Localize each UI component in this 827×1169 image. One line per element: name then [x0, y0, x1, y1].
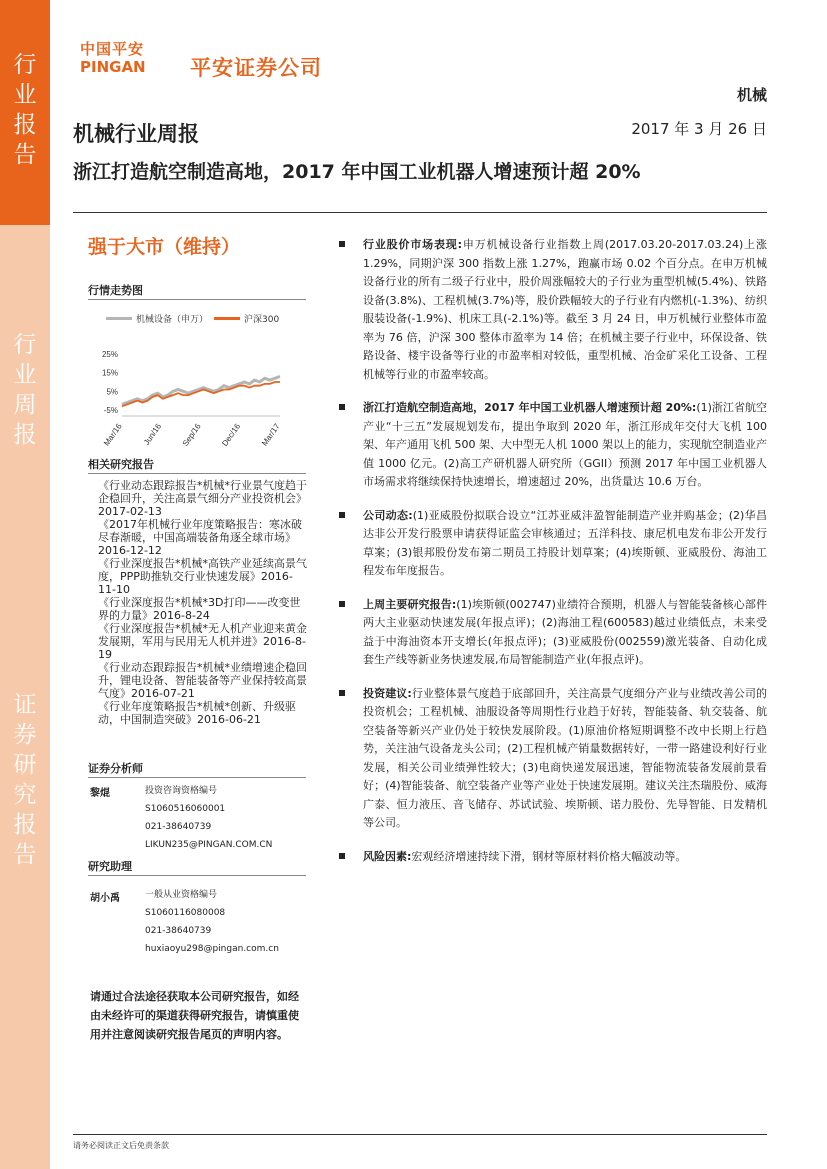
- paragraph-body: (1)亚威股份拟联合设立“江苏亚威沣盈智能制造产业并购基金；(2)华昌达非公开发行股票申请获得证监会审核通过；五洋科技、康尼机电发布非公开发行草案；(3)银邦股份发布第二期员工持股计划草案；(4)埃斯顿、亚威股份、海油工程发布年度报告。: [363, 508, 767, 577]
- trend-divider: [88, 299, 306, 300]
- y-tick-label: 15%: [101, 368, 118, 378]
- paragraph-body: 宏观经济增速持续下滑，钢材等原材料价格大幅波动等。: [411, 849, 687, 863]
- paragraph-body: 申万机械设备行业指数上周(2017.03.20-2017.03.24)上涨 1.29%，同期沪深 300 指数上涨 1.27%，跑赢市场 0.02 个百分点。在申万机械设备行业的所有二级子行业中，股价周涨幅较大的子行业为重型机械(5.4%)、铁路设备(3.8%)、工程机械(3.7%)等，股价跌幅较大的子行业有内燃机(-1.3%)、纺织服装设备(-1.9%)、机床工具(-2.1%)等。截至 3 月 24 日，申万机械行业整体市盈率为 76 倍，沪深 300 整体市盈率为 14 倍；在机械主要子行业中，环保设备、铁路设备、楼宇设备等行业的市盈率相对较低，重型机械、冶金矿采化工设备、工程机械等行业的市盈率较高。: [363, 238, 768, 381]
- legend-label-csi300: 沪深300: [244, 315, 280, 325]
- weekly-reports-paragraph: [335, 596, 767, 670]
- x-tick-label: Sep/16: [180, 421, 203, 448]
- related-report-item[interactable]: 《行业动态跟踪报告*机械*业绩增速企稳回升，锂电设备、智能装备等产业保持较高景气度》2016-07-21: [98, 661, 307, 700]
- paragraph-heading: 浙江打造航空制造高地，2017 年中国工业机器人增速预计超 20%:: [363, 401, 697, 414]
- paragraph-heading: 公司动态:: [363, 508, 413, 522]
- trend-chart: [88, 306, 306, 456]
- related-heading: 相关研究报告: [88, 458, 154, 471]
- rating-label: 强于大市（维持）: [88, 236, 241, 258]
- bullet-icon: [339, 853, 345, 859]
- risk-factors-paragraph: [335, 848, 767, 867]
- analyst-qualification-label: 投资咨询资格编号: [145, 786, 218, 796]
- paragraph-body: 行业整体景气度趋于底部回升，关注高景气度细分产业与业绩改善公司的投资机会；工程机械、油服设备等周期性行业趋于好转，智能装备、轨交装备、航空装备等新兴产业仍处于较快发展阶段。(1)原油价格短期调整不改中长期上行趋势，关注油气设备龙头公司；(2)工程机械产销量数据转好，一带一路建设利好行业发展，相关公司业绩弹性较大；(3)电商快递发展迅速，智能物流装备发展前景看好；(4)智能装备、航空装备产业等产业处于快速发展期。建议关注杰瑞股份、威海广泰、恒力液压、音飞储存、苏试试验、埃斯顿、诺力股份、先导智能、日发精机等公司。: [363, 686, 768, 829]
- bullet-icon: [339, 404, 345, 410]
- industry-news-paragraph: [335, 399, 767, 492]
- pingan-logo: [80, 40, 146, 76]
- analyst-heading: 证券分析师: [88, 762, 143, 775]
- bullet-icon: [339, 241, 345, 247]
- bullet-icon: [339, 601, 345, 607]
- assistant-name: 胡小禹: [90, 893, 120, 904]
- chart-svg: [88, 306, 306, 456]
- header-divider: [73, 212, 767, 213]
- y-tick-label: -5%: [103, 406, 118, 415]
- series-line-csi300: [122, 382, 280, 406]
- related-report-item[interactable]: 2017-02-13: [98, 505, 162, 518]
- bullet-icon: [339, 690, 345, 696]
- logo-english: PINGAN: [80, 58, 146, 76]
- side-label-report-type: 行 业 报 告: [13, 52, 37, 168]
- y-tick-label: 5%: [106, 387, 118, 397]
- company-name: 平安证券公司: [190, 56, 322, 80]
- analyst-license-number: S1060516060001: [145, 804, 226, 814]
- related-report-item[interactable]: 《2017年机械行业年度策略报告：寒冰破尽春渐暖，中国高端装备角逐全球市场》2016-12-12: [98, 518, 302, 557]
- side-label-weekly: 行 业 周 报: [13, 332, 37, 448]
- paragraph-body: (1)浙江省航空产业“十三五”发展规划发布，提出争取到 2020 年，浙江形成年交付大飞机 100 架、年产通用飞机 500 架、大中型无人机 1000 架以上的能力，实现航空制造业产值 1000 亿元。(2)高工产研机器人研究所（GGII）预测 2017 年中国工业机器人市场需求将继续保持快速增长，增速超过 20%，出货量达 10.6 万台。: [363, 401, 767, 488]
- assistant-divider: [88, 875, 306, 876]
- analyst-divider: [88, 777, 306, 778]
- bullet-icon: [339, 512, 345, 518]
- related-reports-list: [98, 479, 308, 726]
- paragraph-body: (1)埃斯顿(002747)业绩符合预期，机器人与智能装备核心部件两大主业驱动快速发展(年报点评)；(2)海油工程(600583)越过业绩低点，未来受益于中海油资本开支增长(年报点评)；(3)亚威股份(002559)激光装备、自动化成套生产线等新业务快速发展,布局智能制造产业(年报点评)。: [363, 597, 768, 666]
- y-tick-label: 25%: [101, 350, 118, 359]
- analyst-email[interactable]: LIKUN235@PINGAN.COM.CN: [145, 840, 273, 850]
- related-divider: [88, 473, 306, 474]
- x-tick-label: Mar/17: [259, 421, 282, 448]
- footer-notice: 请务必阅读正文后免责条款: [73, 1141, 169, 1150]
- company-news-paragraph: [335, 507, 767, 581]
- related-report-item[interactable]: 《行业动态跟踪报告*机械*行业景气度趋于企稳回升，关注高景气细分产业投资机会》: [98, 479, 307, 505]
- related-report-item[interactable]: 《行业深度报告*机械*无人机产业迎来黄金发展期，军用与民用无人机并进》2016-8-19: [98, 622, 307, 661]
- assistant-qualification-label: 一般从业资格编号: [145, 890, 218, 900]
- market-performance-paragraph: [335, 236, 767, 384]
- related-report-item[interactable]: 《行业深度报告*机械*高铁产业延续高景气度，PPP助推轨交行业快速发展》2016-11-10: [98, 557, 307, 596]
- side-label-research: 证 券 研 究 报 告: [13, 692, 37, 868]
- report-series-title: 机械行业周报: [73, 122, 199, 146]
- x-tick-label: Mar/16: [101, 421, 124, 448]
- main-content: [335, 236, 767, 881]
- industry-label: 机械: [736, 86, 767, 104]
- paragraph-heading: 行业股价市场表现:: [363, 238, 463, 251]
- assistant-info: [145, 886, 279, 958]
- x-tick-label: Dec/16: [220, 421, 243, 448]
- assistant-phone: 021-38640739: [145, 926, 212, 936]
- assistant-heading: 研究助理: [88, 860, 132, 873]
- analyst-name: 黎焜: [90, 788, 110, 799]
- disclaimer-note: 请通过合法途径获取本公司研究报告，如经由未经许可的渠道获得研究报告，请慎重使用并注意阅读研究报告尾页的声明内容。: [90, 990, 299, 1041]
- analyst-phone: 021-38640739: [145, 822, 212, 832]
- assistant-email[interactable]: huxiaoyu298@pingan.com.cn: [145, 944, 279, 954]
- paragraph-heading: 风险因素:: [363, 849, 412, 863]
- report-date: 2017 年 3 月 26 日: [631, 120, 767, 138]
- related-report-item[interactable]: 《行业深度报告*机械*3D打印——改变世界的力量》2016-8-24: [98, 596, 301, 622]
- investment-advice-paragraph: [335, 685, 767, 833]
- report-headline: 浙江打造航空制造高地，2017 年中国工业机器人增速预计超 20%: [73, 161, 641, 183]
- logo-chinese: 中国平安: [80, 40, 145, 58]
- assistant-license-number: S1060116080008: [145, 908, 226, 918]
- trend-heading: 行情走势图: [88, 284, 143, 297]
- related-report-item[interactable]: 《行业年度策略报告*机械*创新、升级驱动，中国制造突破》2016-06-21: [98, 700, 296, 726]
- legend-label-machinery: 机械设备（申万）: [136, 315, 209, 325]
- paragraph-heading: 上周主要研究报告:: [363, 597, 457, 611]
- paragraph-heading: 投资建议:: [363, 686, 412, 700]
- footer-divider: [73, 1134, 767, 1135]
- x-tick-label: Jun/16: [141, 421, 164, 447]
- analyst-info: [145, 782, 272, 854]
